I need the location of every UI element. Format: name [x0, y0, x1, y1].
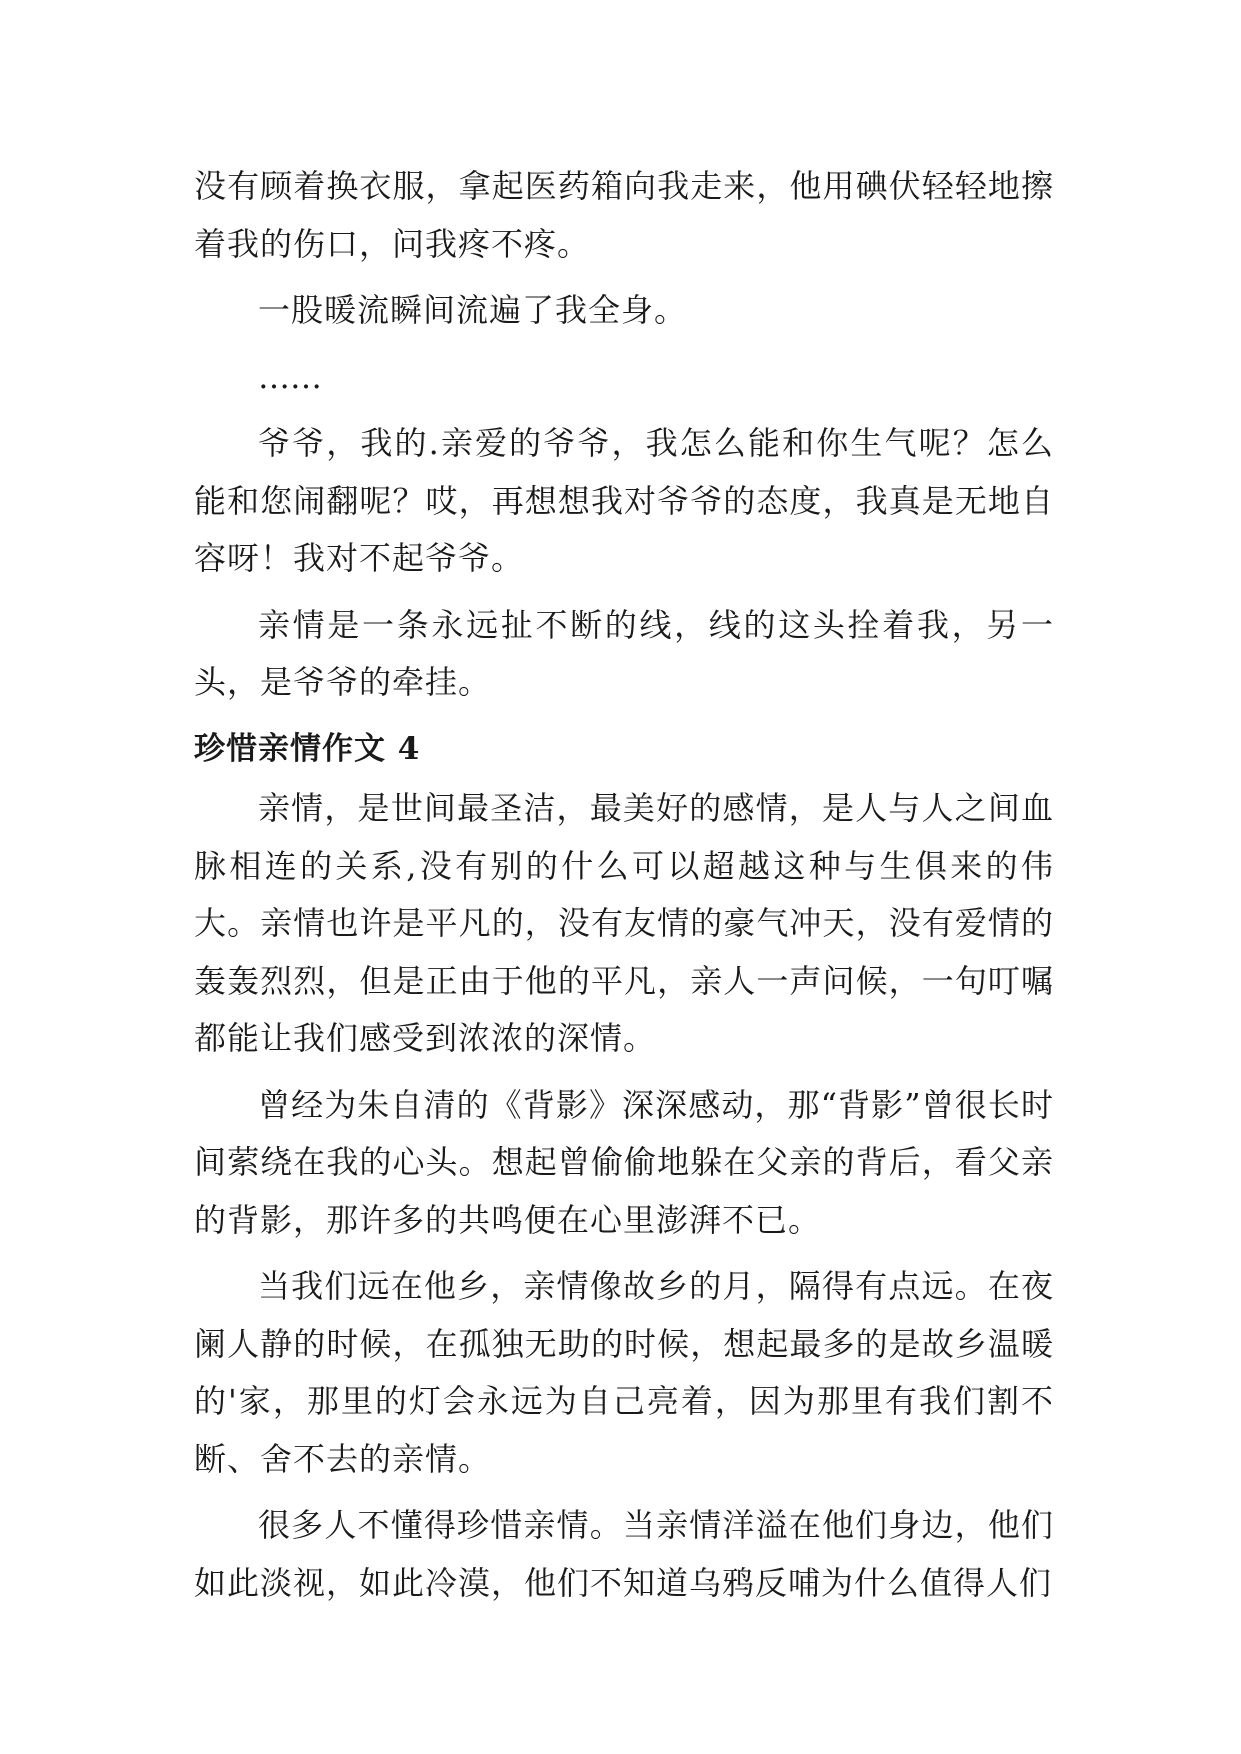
paragraph-grandpa-apology: 爷爷，我的.亲爱的爷爷，我怎么能和你生气呢？怎么能和您闹翻呢？哎，再想想我对爷爷的态度，我真是无地自容呀！我对不起爷爷。 [194, 424, 1054, 577]
section-title: 珍惜亲情作文 4 [194, 730, 421, 767]
paragraph-family-love-definition: 亲情，是世间最圣洁，最美好的感情，是人与人之间血脉相连的关系,没有别的什么可以超越这种与生俱来的伟大。亲情也许是平凡的，没有友情的豪气冲天，没有爱情的轰轰烈烈，但是正由于他的平凡，亲人一声问候，一句叮嘱都能让我们感受到浓浓的深情。 [194, 789, 1054, 1057]
document-page [194, 158, 1054, 1621]
paragraph-warmth: 一股暖流瞬间流遍了我全身。 [258, 291, 688, 329]
paragraph-family-thread: 亲情是一条永远扯不断的线，线的这头拴着我，另一头，是爷爷的牵挂。 [194, 605, 1054, 701]
paragraph-cherish: 很多人不懂得珍惜亲情。当亲情洋溢在他们身边，他们如此淡视，如此冷漠，他们不知道乌鸦反哺为什么值得人们 [194, 1506, 1054, 1602]
paragraph-hometown-moon: 当我们远在他乡，亲情像故乡的月，隔得有点远。在夜阑人静的时候，在孤独无助的时候，想起最多的是故乡温暖的'家，那里的灯会永远为自己亮着，因为那里有我们割不断、舍不去的亲情。 [194, 1267, 1054, 1478]
paragraph-ellipsis: …… [258, 357, 322, 396]
paragraph-back-view: 曾经为朱自清的《背影》深深感动，那“背影”曾很长时间萦绕在我的心头。想起曾偷偷地躲在父亲的背后，看父亲的背影，那许多的共鸣便在心里澎湃不已。 [194, 1085, 1054, 1239]
paragraph-continuation: 没有顾着换衣服，拿起医药箱向我走来，他用碘伏轻轻地擦着我的伤口，问我疼不疼。 [194, 167, 1054, 263]
